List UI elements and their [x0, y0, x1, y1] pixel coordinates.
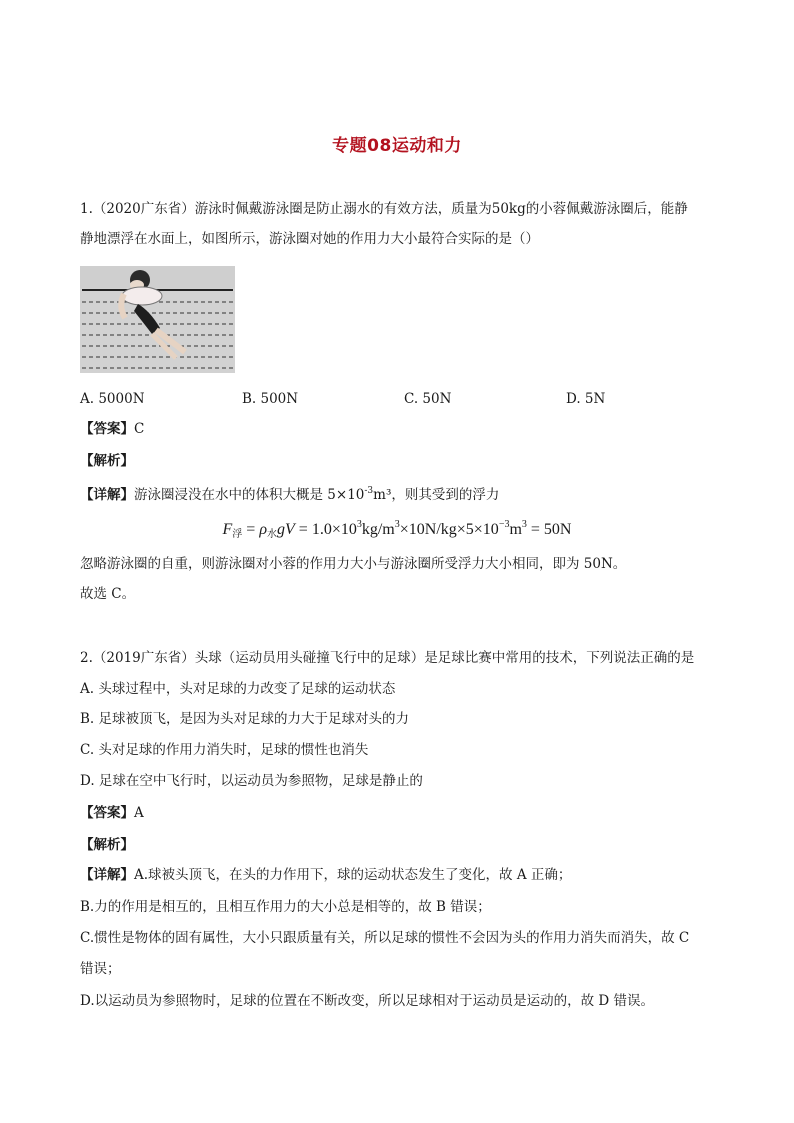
q1-stem-line2: 静地漂浮在水面上，如图所示，游泳圈对她的作用力大小最符合实际的是（） [80, 231, 539, 247]
page-title: 专题08运动和力 [332, 136, 462, 156]
q2-option-c: C. 头对足球的作用力消失时，足球的惯性也消失 [80, 742, 369, 758]
analysis-tag: 【解析】 [80, 837, 134, 853]
q1-final: 故选 C。 [80, 586, 136, 602]
q1-option-c: C. 50N [404, 391, 452, 407]
formula-exp3: −3 [498, 519, 510, 530]
detail-tag: 【详解】 [80, 867, 134, 883]
swimmer-illustration [80, 266, 235, 373]
answer-tag: 【答案】 [80, 421, 134, 437]
detail-prefix: 游泳圈浸没在水中的体积大概是 5×10 [134, 487, 365, 503]
q2-option-b: B. 足球被顶飞，是因为头对足球的力大于足球对头的力 [80, 711, 410, 727]
q2-stem: 2.（2019广东省）头球（运动员用头碰撞飞行中的足球）是足球比赛中常用的技术，下列说法正确的是 [80, 650, 695, 666]
formula-exp1: 3 [356, 519, 362, 530]
formula-m: m [509, 521, 522, 538]
formula-eq1: = [242, 521, 260, 538]
q2-option-d: D. 足球在空中飞行时，以运动员为参照物，足球是静止的 [80, 773, 423, 789]
formula-f: F [222, 521, 233, 538]
formula-mid: ×10N/kg×5×10 [399, 521, 499, 538]
detail-suffix: m³，则其受到的浮力 [373, 487, 500, 503]
formula-result: = 50N [526, 521, 572, 538]
q1-option-a: A. 5000N [80, 391, 145, 407]
formula-gv: gV [277, 521, 295, 538]
q2-detail-b: B.力的作用是相互的，且相互作用力的大小总是相等的，故 B 错误； [80, 899, 491, 915]
detail-exponent: -3 [364, 486, 374, 496]
analysis-tag: 【解析】 [80, 453, 134, 469]
formula-eq2: = 1.0×10 [294, 521, 357, 538]
formula-f-sub: 浮 [232, 529, 243, 540]
formula-exp2: 3 [394, 519, 400, 530]
q1-stem-line1: 1.（2020广东省）游泳时佩戴游泳圈是防止溺水的有效方法，质量为50kg的小蓉佩戴游泳圈后，能静 [80, 201, 688, 217]
formula-rho-sub: 水 [267, 529, 278, 540]
q2-option-a: A. 头球过程中，头对足球的力改变了足球的运动状态 [80, 681, 396, 697]
q2-detail-d: D.以运动员为参照物时，足球的位置在不断改变，所以足球相对于运动员是运动的，故 D 错误。 [80, 993, 655, 1009]
answer-tag: 【答案】 [80, 805, 134, 821]
detail-tag: 【详解】 [80, 487, 134, 503]
detail-a-text: A.球被头顶飞，在头的力作用下，球的运动状态发生了变化，故 A 正确； [134, 867, 572, 883]
formula-exp4: 3 [521, 519, 527, 530]
q2-detail-c1: C.惯性是物体的固有属性，大小只跟质量有关，所以足球的惯性不会因为头的作用力消失而消失，故 C [80, 930, 690, 946]
q1-option-b: B. 500N [242, 391, 299, 407]
q1-analysis [80, 452, 134, 470]
buoyancy-formula [0, 514, 794, 546]
q2-detail-a [80, 866, 571, 884]
q1-detail [80, 482, 499, 504]
q1-answer [80, 420, 144, 438]
q2-answer [80, 804, 144, 822]
q1-conclusion: 忽略游泳圈的自重，则游泳圈对小蓉的作用力大小与游泳圈所受浮力大小相同，即为 50N。 [80, 556, 627, 572]
formula-rho: ρ [259, 521, 268, 538]
q1-option-d: D. 5N [566, 391, 606, 407]
swimming-ring-figure [80, 266, 235, 373]
answer-value: C [134, 421, 145, 437]
q2-detail-c2: 错误； [80, 961, 121, 977]
formula-kgm: kg/m [361, 521, 395, 538]
answer-value: A [134, 805, 144, 821]
q2-analysis [80, 836, 134, 854]
